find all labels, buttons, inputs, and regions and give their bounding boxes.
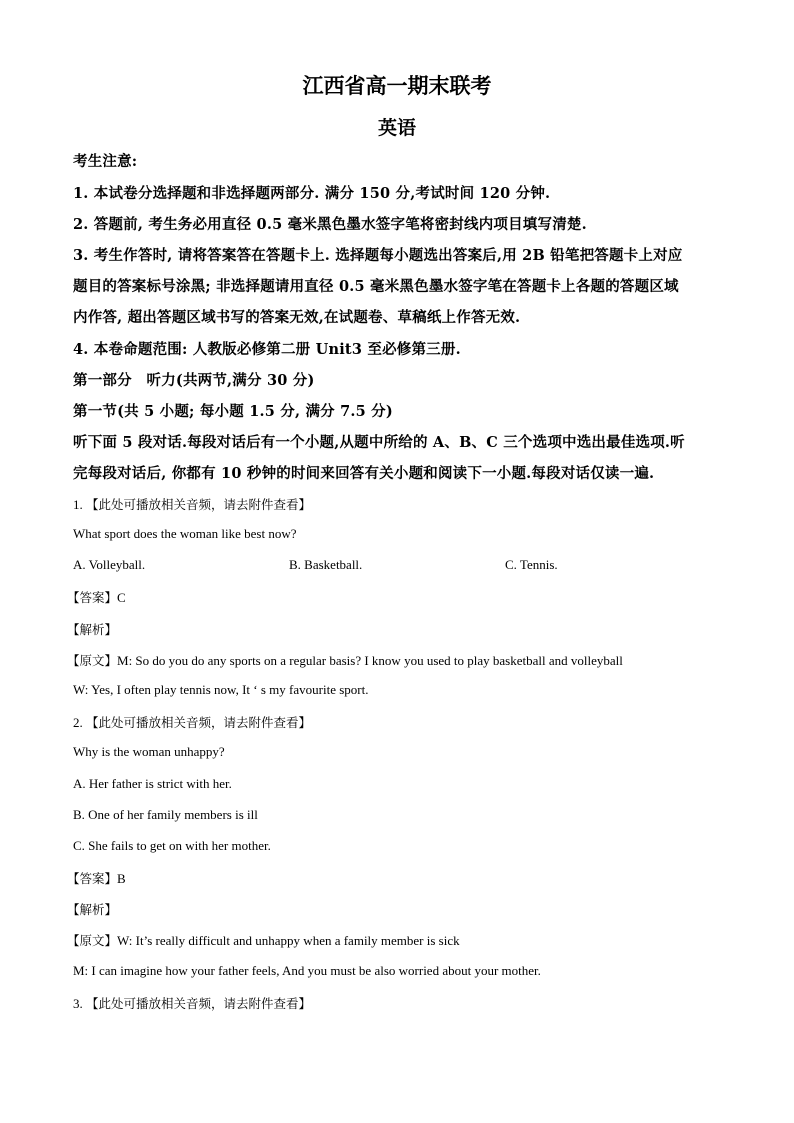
part-heading: 第一部分 听力(共两节,满分 30 分) [73,372,315,389]
question-2-audio [73,713,733,731]
question-2-transcript-line-2: M: I can imagine how your father feels, And you must be also worried about your mother. [73,963,541,978]
question-1-transcript-line-2: W: Yes, I often play tennis now, It ‘ s my favourite sport. [73,682,369,697]
transcript-text: M: So do you do any sports on a regular basis? I know you used to play basketball and volleyball [117,653,623,668]
audio-note-link[interactable]: 【此处可播放相关音频，请去附件查看】 [86,996,312,1011]
question-number: 2. [73,715,83,730]
question-2-text: Why is the woman unhappy? [73,744,225,759]
instructions-line-2: 完每段对话后, 你都有 10 秒钟的时间来回答有关小题和阅读下一小题.每段对话仅读一遍. [73,465,655,482]
notice-item-3-line-2: 题目的答案标号涂黑; 非选择题请用直径 0.5 毫米黑色墨水签字笔在答题卡上各题的答题区域 [73,278,679,295]
analysis-label: 【解析】 [67,622,118,637]
notice-item-2: 2. 答题前, 考生务必用直径 0.5 毫米黑色墨水签字笔将密封线内项目填写清楚. [73,216,587,233]
notice-item-3-line-3: 内作答, 超出答题区域书写的答案无效,在试题卷、草稿纸上作答无效. [73,309,521,326]
answer-label: 【答案】 [67,590,118,605]
question-2-answer [67,869,727,887]
question-1-text: What sport does the woman like best now? [73,526,297,541]
section-heading: 第一节(共 5 小题; 每小题 1.5 分, 满分 7.5 分) [73,403,393,420]
question-3-audio [73,994,733,1012]
question-2-option-c: C. She fails to get on with her mother. [73,838,271,853]
notice-item-4: 4. 本卷命题范围: 人教版必修第二册 Unit3 至必修第三册. [73,341,461,358]
answer-value: B [117,871,126,886]
question-1-option-c: C. Tennis. [505,557,558,572]
question-1-analysis [67,620,727,638]
transcript-label: 【原文】 [67,653,118,668]
transcript-text: W: It’s really difficult and unhappy when a family member is sick [117,933,460,948]
notice-item-3-line-1: 3. 考生作答时, 请将答案答在答题卡上. 选择题每小题选出答案后,用 2B 铅笔把答题卡上对应 [73,247,683,264]
instructions-line-1: 听下面 5 段对话.每段对话后有一个小题,从题中所给的 A、B、C 三个选项中选出最佳选项.听 [73,434,685,451]
question-2-transcript-line-1 [67,931,727,949]
question-1-audio [73,495,733,513]
question-number: 3. [73,996,83,1011]
analysis-label: 【解析】 [67,902,118,917]
subject-title: 英语 [377,117,416,139]
audio-note-link[interactable]: 【此处可播放相关音频，请去附件查看】 [86,497,312,512]
question-2-option-b: B. One of her family members is ill [73,807,258,822]
answer-label: 【答案】 [67,871,118,886]
question-2-option-a: A. Her father is strict with her. [73,776,232,791]
question-1-option-b: B. Basketball. [289,557,363,572]
answer-value: C [117,590,126,605]
question-1-answer [67,588,727,606]
notice-item-1: 1. 本试卷分选择题和非选择题两部分. 满分 150 分,考试时间 120 分钟. [73,185,551,202]
question-number: 1. [73,497,83,512]
transcript-label: 【原文】 [67,933,118,948]
notice-heading: 考生注意: [73,153,138,170]
question-2-analysis [67,900,727,918]
question-1-option-a: A. Volleyball. [73,557,146,572]
exam-title: 江西省高一期末联考 [302,73,492,98]
question-1-transcript-line-1 [67,651,727,669]
audio-note-link[interactable]: 【此处可播放相关音频，请去附件查看】 [86,715,312,730]
